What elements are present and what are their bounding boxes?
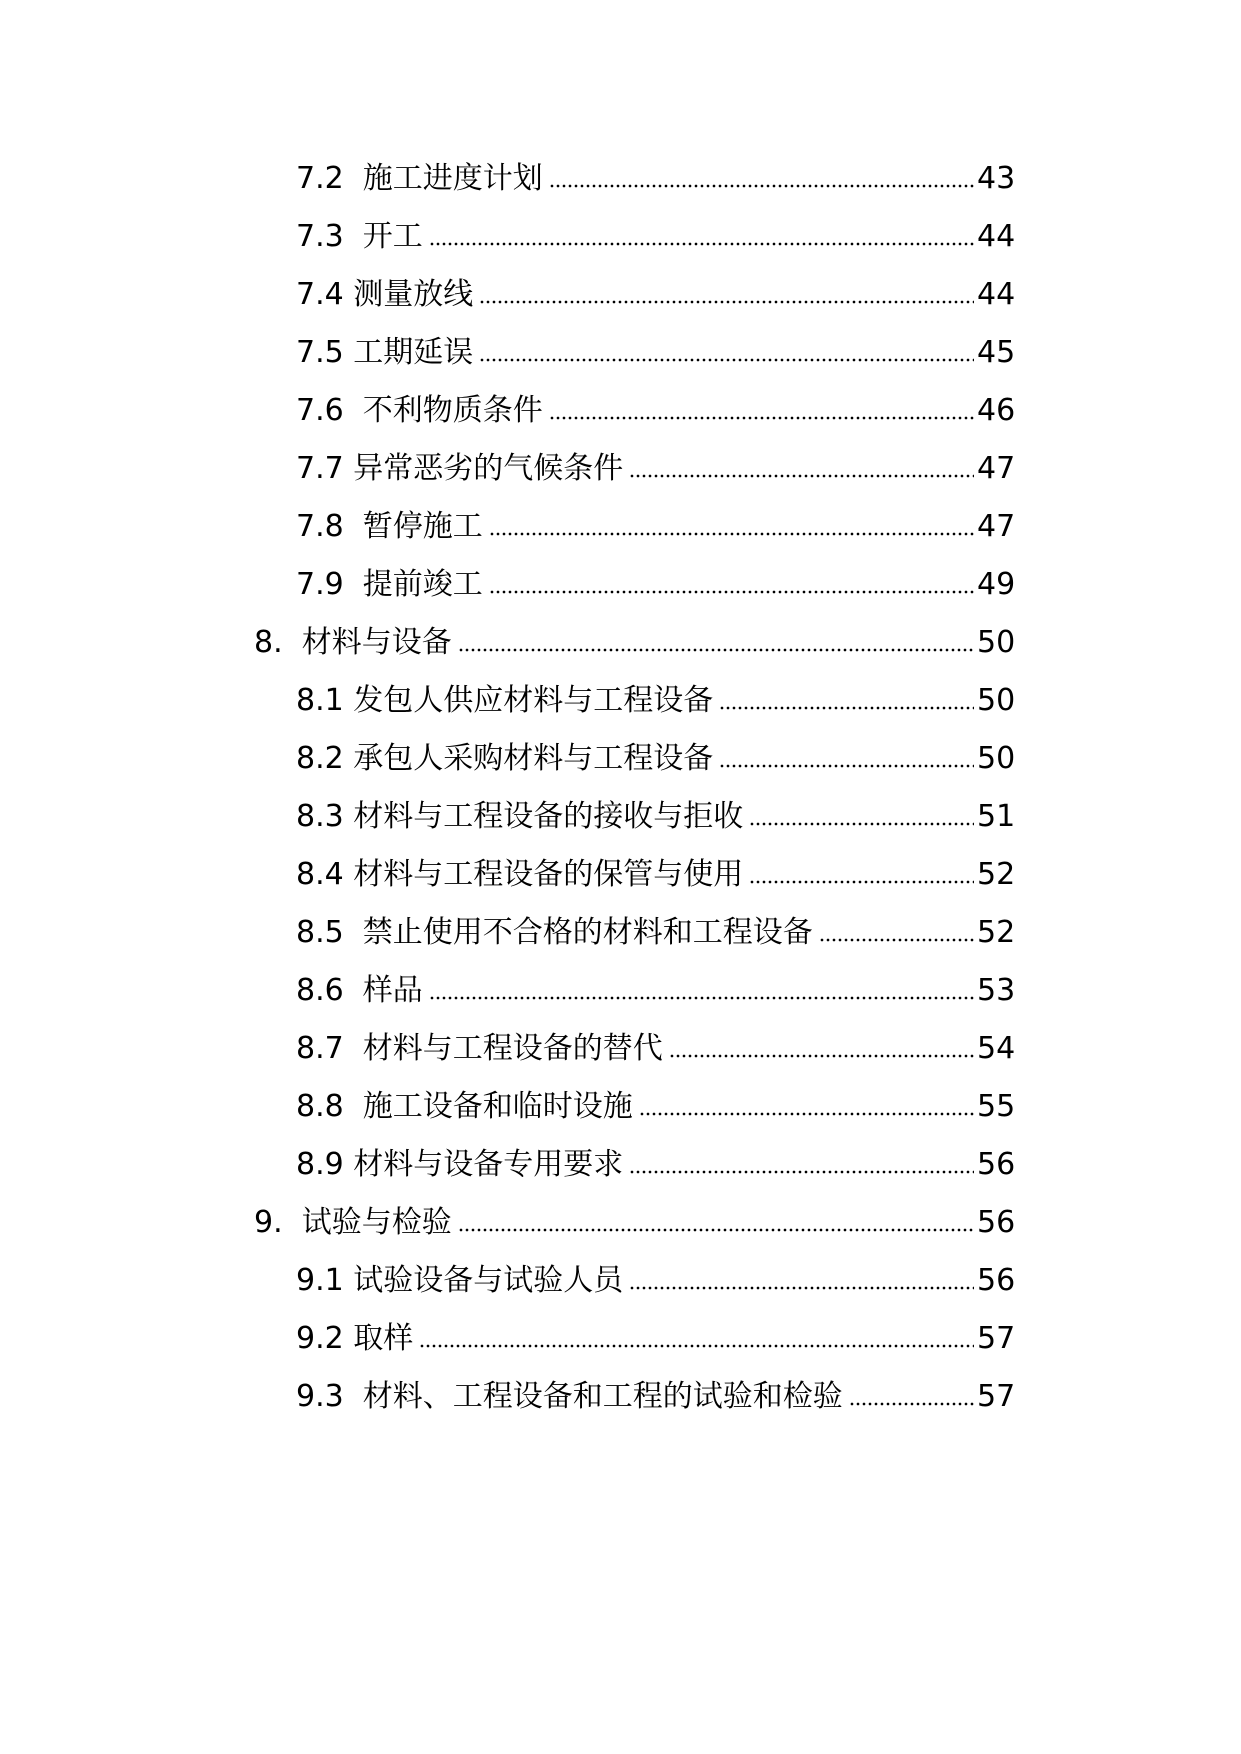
toc-entry-page-number: 46: [977, 393, 1016, 428]
toc-entry-number: 7.7: [296, 451, 344, 486]
toc-entry-title: 测量放线: [353, 277, 474, 312]
toc-entry-page-number: 50: [977, 741, 1016, 776]
dot-leader: [629, 1286, 974, 1290]
toc-entry[interactable]: [0, 672, 1241, 730]
toc-entry-gap: [344, 567, 363, 602]
toc-entry[interactable]: [0, 440, 1241, 498]
toc-entry-page-number: 47: [977, 509, 1016, 544]
toc-entry-number: 8.1: [296, 683, 344, 718]
toc-entry-number: 8.7: [296, 1031, 344, 1066]
dot-leader: [629, 1170, 974, 1174]
toc-entry-gap: [344, 451, 354, 486]
toc-entry-title: 禁止使用不合格的材料和工程设备: [362, 915, 813, 950]
toc-entry-title: 材料与工程设备的替代: [362, 1031, 663, 1066]
toc-entry-text: [296, 509, 483, 545]
toc-entry-gap: [344, 683, 354, 718]
toc-entry-number: 7.6: [296, 393, 344, 428]
toc-entry-number: 8.3: [296, 799, 344, 834]
dot-leader: [749, 880, 974, 884]
toc-entry-number: 7.9: [296, 567, 344, 602]
toc-entry-gap: [344, 1147, 354, 1182]
dot-leader: [669, 1054, 974, 1058]
toc-entry-text: [296, 799, 743, 835]
toc-entry-page-number: 52: [977, 857, 1016, 892]
toc-entry[interactable]: [0, 266, 1241, 324]
toc-entry-title: 材料与工程设备的保管与使用: [353, 857, 744, 892]
toc-entry-number: 9.2: [296, 1321, 344, 1356]
dot-leader: [629, 474, 974, 478]
toc-entry-page-number: 56: [977, 1147, 1016, 1182]
dot-leader: [819, 938, 974, 942]
dot-leader: [479, 300, 974, 304]
toc-entry-text: [296, 1147, 623, 1183]
toc-entry-title: 材料、工程设备和工程的试验和检验: [362, 1379, 843, 1414]
dot-leader: [719, 706, 974, 710]
toc-entry-title: 材料与设备: [301, 625, 452, 660]
toc-entry-gap: [344, 393, 363, 428]
toc-entry-text: [296, 161, 543, 197]
toc-entry[interactable]: [0, 904, 1241, 962]
dot-leader: [489, 590, 974, 594]
toc-entry-number: 8.2: [296, 741, 344, 776]
toc-entry-text: [296, 1263, 623, 1299]
toc-entry-page-number: 44: [977, 277, 1016, 312]
toc-entry-text: [296, 277, 473, 313]
toc-entry[interactable]: [0, 498, 1241, 556]
toc-entry-page-number: 57: [977, 1379, 1016, 1414]
toc-entry-page-number: 44: [977, 219, 1016, 254]
toc-entry-page-number: 53: [977, 973, 1016, 1008]
toc-entry-title: 施工进度计划: [362, 161, 543, 196]
toc-entry-title: 承包人采购材料与工程设备: [353, 741, 714, 776]
dot-leader: [849, 1402, 974, 1406]
toc-entry-title: 发包人供应材料与工程设备: [353, 683, 714, 718]
toc-entry-text: [296, 741, 713, 777]
toc-entry-title: 开工: [362, 219, 423, 254]
toc-entry-text: [296, 1321, 413, 1357]
toc-entry-title: 异常恶劣的气候条件: [353, 451, 624, 486]
toc-entry-gap: [283, 1205, 302, 1240]
toc-entry-number: 8.9: [296, 1147, 344, 1182]
dot-leader: [749, 822, 974, 826]
toc-entry-title: 提前竣工: [362, 567, 483, 602]
dot-leader: [479, 358, 974, 362]
toc-entry[interactable]: [0, 150, 1241, 208]
dot-leader: [458, 1228, 974, 1232]
toc-entry-number: 7.5: [296, 335, 344, 370]
toc-entry-text: [254, 625, 452, 661]
toc-entry-page-number: 52: [977, 915, 1016, 950]
toc-entry-gap: [344, 915, 363, 950]
toc-entry-gap: [344, 799, 354, 834]
toc-entry-title: 施工设备和临时设施: [362, 1089, 633, 1124]
toc-entry-page-number: 56: [977, 1205, 1016, 1240]
table-of-contents: [0, 150, 1241, 1426]
dot-leader: [489, 532, 974, 536]
toc-entry-number: 8.8: [296, 1089, 344, 1124]
toc-entry-title: 不利物质条件: [362, 393, 543, 428]
toc-entry-title: 样品: [362, 973, 423, 1008]
toc-entry-number: 9.1: [296, 1263, 344, 1298]
dot-leader: [639, 1112, 974, 1116]
toc-entry-number: 8.4: [296, 857, 344, 892]
toc-entry-page-number: 50: [977, 625, 1016, 660]
toc-entry-page-number: 49: [977, 567, 1016, 602]
toc-entry[interactable]: [0, 1310, 1241, 1368]
toc-entry-title: 材料与工程设备的接收与拒收: [353, 799, 744, 834]
toc-entry-number: 9.: [254, 1205, 283, 1240]
toc-entry-page-number: 43: [977, 161, 1016, 196]
toc-entry-page-number: 56: [977, 1263, 1016, 1298]
toc-entry-gap: [344, 1263, 354, 1298]
dot-leader: [458, 648, 974, 652]
toc-entry-text: [296, 451, 623, 487]
dot-leader: [549, 416, 974, 420]
toc-entry-text: [296, 915, 813, 951]
toc-entry-page-number: 50: [977, 683, 1016, 718]
toc-entry-page-number: 51: [977, 799, 1016, 834]
toc-entry-text: [296, 1379, 843, 1415]
dot-leader: [419, 1344, 974, 1348]
toc-entry[interactable]: [0, 1020, 1241, 1078]
toc-entry[interactable]: [0, 962, 1241, 1020]
toc-entry-number: 7.8: [296, 509, 344, 544]
toc-entry-gap: [344, 161, 363, 196]
toc-entry[interactable]: [0, 846, 1241, 904]
toc-entry-gap: [344, 219, 363, 254]
toc-entry-page-number: 55: [977, 1089, 1016, 1124]
toc-entry[interactable]: [0, 788, 1241, 846]
toc-entry-number: 8.6: [296, 973, 344, 1008]
toc-entry-number: 7.2: [296, 161, 344, 196]
toc-entry-text: [296, 857, 743, 893]
toc-entry-text: [296, 1031, 663, 1067]
toc-entry-text: [254, 1205, 452, 1241]
toc-entry-gap: [344, 1321, 354, 1356]
toc-entry-title: 暂停施工: [362, 509, 483, 544]
toc-entry-title: 材料与设备专用要求: [353, 1147, 624, 1182]
toc-entry-gap: [283, 625, 302, 660]
toc-entry-page-number: 45: [977, 335, 1016, 370]
toc-entry-number: 8.: [254, 625, 283, 660]
toc-entry-title: 取样: [353, 1321, 414, 1356]
toc-entry-number: 9.3: [296, 1379, 344, 1414]
toc-entry-title: 试验设备与试验人员: [353, 1263, 624, 1298]
toc-entry-title: 工期延误: [353, 335, 474, 370]
dot-leader: [719, 764, 974, 768]
toc-entry-gap: [344, 277, 354, 312]
dot-leader: [429, 242, 974, 246]
toc-entry[interactable]: [0, 324, 1241, 382]
toc-entry-gap: [344, 1089, 363, 1124]
toc-entry[interactable]: [0, 1194, 1241, 1252]
dot-leader: [429, 996, 974, 1000]
toc-entry-number: 8.5: [296, 915, 344, 950]
toc-entry-text: [296, 219, 423, 255]
toc-entry-gap: [344, 509, 363, 544]
toc-entry[interactable]: [0, 1252, 1241, 1310]
toc-entry-gap: [344, 1031, 363, 1066]
toc-entry[interactable]: [0, 1368, 1241, 1426]
toc-entry-text: [296, 973, 423, 1009]
toc-entry[interactable]: [0, 730, 1241, 788]
toc-entry-text: [296, 567, 483, 603]
toc-entry-text: [296, 393, 543, 429]
toc-entry[interactable]: [0, 556, 1241, 614]
toc-entry[interactable]: [0, 208, 1241, 266]
toc-entry-gap: [344, 973, 363, 1008]
toc-entry-text: [296, 335, 473, 371]
dot-leader: [549, 184, 974, 188]
toc-entry-gap: [344, 335, 354, 370]
toc-entry-number: 7.3: [296, 219, 344, 254]
toc-entry-title: 试验与检验: [301, 1205, 452, 1240]
toc-entry-text: [296, 1089, 633, 1125]
toc-entry-page-number: 47: [977, 451, 1016, 486]
toc-entry-number: 7.4: [296, 277, 344, 312]
toc-entry-gap: [344, 1379, 363, 1414]
toc-entry-gap: [344, 857, 354, 892]
toc-entry-page-number: 54: [977, 1031, 1016, 1066]
toc-entry-page-number: 57: [977, 1321, 1016, 1356]
toc-entry[interactable]: [0, 1078, 1241, 1136]
toc-entry[interactable]: [0, 382, 1241, 440]
toc-entry[interactable]: [0, 1136, 1241, 1194]
toc-entry-text: [296, 683, 713, 719]
toc-entry[interactable]: [0, 614, 1241, 672]
toc-entry-gap: [344, 741, 354, 776]
